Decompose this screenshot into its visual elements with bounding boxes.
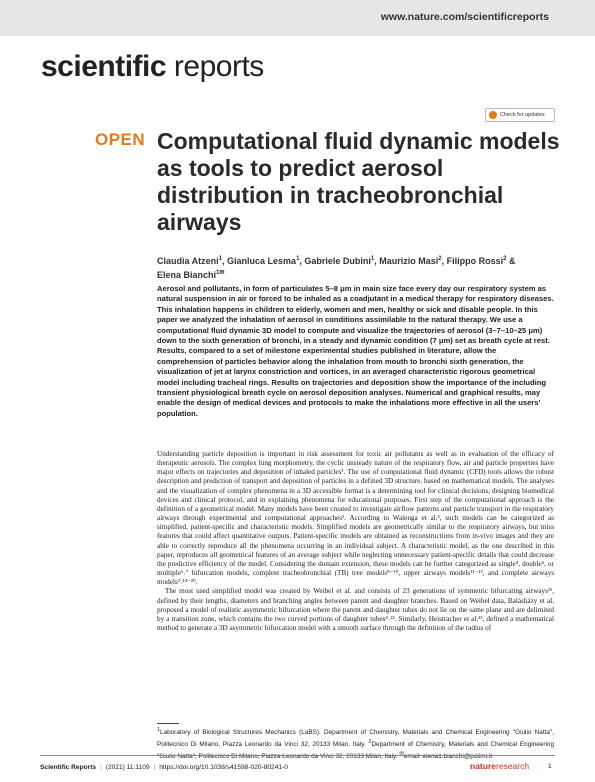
body-text xyxy=(157,450,554,633)
journal-logo xyxy=(41,50,264,84)
page-footer xyxy=(0,755,595,782)
affiliations-footnote: $^1$Laboratory of Biological Structures Mechanics (LaBS), Department of Chemistry, Materials and Chemical Engineering "Giulio Natta", Politecnico Di Milano, Piazza Leonardo da Vinci 32, 20133 Milan, Italy. $^2$Department of Chemistry, Materials and Chemical Engineering "Giulio Natta", Politecnico Di Milano, Piazza Leonardo da Vinci 32, 20133 Milan, Italy. ✉email: elena1.bianchi@polimi.it xyxy=(157,727,555,760)
check-updates-label: Check for updates xyxy=(500,112,545,118)
article-title: Computational fluid dynamic models as tools to predict aerosol distribution in tracheobronchial airways xyxy=(157,128,560,235)
footer-citation: Scientific Reports | (2021) 11:1109 | https://doi.org/10.1038/s41598-020-80241-0 xyxy=(40,764,288,771)
footer-journal: Scientific Reports xyxy=(40,764,97,771)
brand-bold: scientific xyxy=(41,50,167,83)
footer-volume: (2021) 11:1109 xyxy=(105,764,150,771)
body-paragraph-2: The most used simplified model was created by Weibel et al. and consists of 23 generations of symmetric bifurcating airways²¹, defined by their lengths, diameters and branching angles between parent and daughter branches. Based on Weibel data, Balásházy et al. proposed a model of realistic asymmetric bifurcation where the parent and daughter tubes do not lie on the same plane and are delimited by a transition zone, which contains the two curved portions of daughter tubes⁴˒²². Similarly, Heistracher et al.²³, defined a mathematical method to generate a 3D asymmetric bifurcation model with a smooth surface through the definition of the radius of xyxy=(157,587,554,632)
footer-divider xyxy=(40,755,555,756)
publisher-light: research xyxy=(495,761,530,771)
check-for-updates-button[interactable] xyxy=(485,108,555,122)
author-list: Claudia Atzeni$^1$, Gianluca Lesma$^1$, Gabriele Dubini$^1$, Maurizio Masi$^2$, Filippo Rossi$^2$ & Elena Bianchi$^{1✉}$ xyxy=(157,256,516,280)
abstract: Aerosol and pollutants, in form of particulates 5–8 μm in main size face every day our respiratory system as natural suspension in air or forced to be inhaled as a coadjutant in a medical therapy for respiratory diseases. This inhalation happens in children to elderly, women and men, healthy or sick and disable people. In this paper we analyzed the inhalation of aerosol in conditions assimilable to the natural therapy. We use a computational fluid dynamic 3D model to compute and visualize the trajectories of aerosol (3–7–10–25 μm) down to the sixth generation of bronchi, in a steady and dynamic condition (7 μm) set as breath cycle at rest. Results, compared to a set of milestone experimental studies published in literature, allow the comprehension of particles behavior along the inhalation from mouth to bronchi sixth generation, the visualization of jet at larynx constriction and vortices, in an averaged characteristic rigorous geometrical model including tracheal rings. Results on trajectories and deposition show the importance of the including transient physiological breath cycle on aerosol deposition analyses. Numerical and graphical results, may enable the design of medical devices and protocols to make the inhalations more effective in all the users’ population. xyxy=(157,284,554,418)
body-paragraph-1: Understanding particle deposition is important in risk assessment for toxic air pollutants as well as in evaluation of the efficacy of therapeutic aerosols. The complex lung morphometry, the cyclic unsteady nature of the respiratory flow, air and particle properties have major effects on trajectories and deposition of inhaled particles¹. The use of computational fluid dynamic (CFD) tools allows the robust description and prediction of transport and deposition of particles in a defined 3D structure, based on mathematical models. The analyses and the visualization of complex phenomena in a 3D accessible format is a determining tool for clinical decisions, designing biomedical devices and clinical protocol, and in explaining phenomena for educational purposes. First step of the computational approach is the definition of a geometrical model. Many models have been created to investigate airflow patterns and particle transport in the respiratory airways through experimental and computational approaches². According to Walenga et al.³, such models can be categorized as simplified, patient-specific and characteristic models. Simplified models are geometrically similar to the respiratory airways, but miss features that could affect quantitative outputs. Patient-specific models are obtained as reconstructions from in-vivo images and they are able to correctly reproduce all the phenomena occurring in an individual subject. A characteristic model, as the one described in this paper, reproduces all geometrical features of an average subject while neglecting unnecessary patient-specific details that could decrease the predictive efficiency of the model. Considering the domain extension, these models can be further categorized as single⁴, double⁵, or multiple⁶˒⁷ bifurcation models, complete tracheobronchial (TB) tree models⁸⁻¹⁰, upper airways models¹¹⁻¹³, and complete airways models³˒¹⁴⁻²⁰. xyxy=(157,450,554,587)
top-bar xyxy=(0,0,595,36)
brand-light: reports xyxy=(173,50,264,83)
journal-url[interactable]: www.nature.com/scientificreports xyxy=(380,11,549,23)
publisher-bold: nature xyxy=(470,761,496,771)
publisher-logo xyxy=(470,761,529,771)
footnote-divider xyxy=(157,723,179,724)
update-badge-icon xyxy=(489,111,497,119)
footer-doi[interactable]: https://doi.org/10.1038/s41598-020-80241-0 xyxy=(159,764,288,771)
page-number: 1 xyxy=(548,763,552,770)
open-access-label: OPEN xyxy=(95,130,146,149)
